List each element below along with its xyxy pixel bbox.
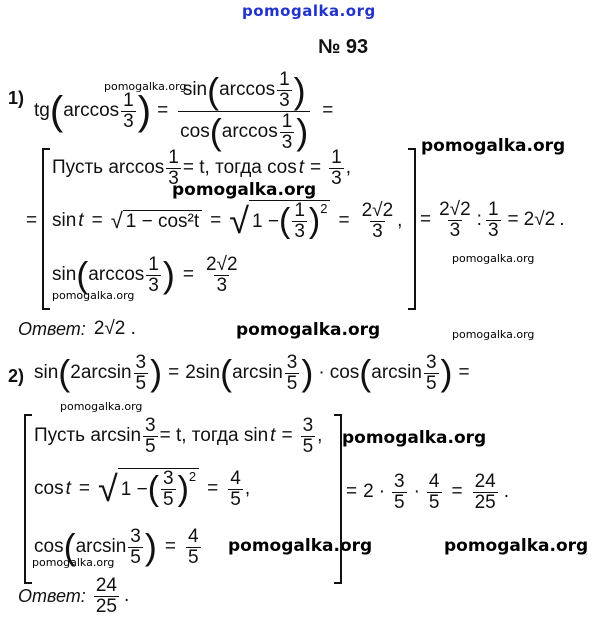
watermark: pomogalka.org [342,428,487,448]
system-bracket-right [408,148,416,310]
watermark-top: pomogalka.org [242,2,376,20]
part2-line1: sin ( 2arcsin $\frac{3}{5}$ ) = 2sin ( arcsin $\frac{3}{5}$ ) · cos ( arcsin $\frac{3}{5}$ ) = [34,351,470,394]
part1-sin-arccos-row: sin ( arccos $\frac{1}{3}$ ) = $\frac{2√2}{3}$ [52,253,238,296]
watermark-small: pomogalka.org [32,556,115,569]
part1-line1: tg ( arccos $\frac{1}{3}$ ) = sin ( arccos $\frac{1}{3}$ ) cos ( arccos $\frac{1}{3}$ ) = [34,69,334,153]
part1-result: = $\frac{2√2}{3}$ : $\frac{1}{3}$ = 2√2 . [420,199,565,241]
watermark: pomogalka.org [444,536,589,556]
watermark-small: pomogalka.org [104,80,187,93]
part2-result: = 2 · $\frac{3}{5}$ · $\frac{4}{5}$ = $\frac{24}{25}$ . [346,471,510,513]
system-bracket-right [334,414,342,584]
problem-number: № 93 [318,36,369,58]
system-bracket-left [42,148,50,310]
part2-label: 2) [8,366,25,386]
watermark: pomogalka.org [421,136,566,156]
watermark: pomogalka.org [236,320,381,340]
watermark: pomogalka.org [172,180,317,200]
tg-func: tg [34,100,50,122]
part1-label: 1) [8,88,25,108]
part2-let-row: Пусть arcsin $\frac{3}{5}$ = t, тогда sin t = $\frac{3}{5}$ , [34,415,323,457]
watermark-small: pomogalka.org [60,400,143,413]
sin-over-cos-fraction: sin ( arccos $\frac{1}{3}$ ) cos ( arccos $\frac{1}{3}$ ) [180,69,309,153]
equals-before-system: = [26,210,38,231]
fraction-one-third: $\frac{1}{3}$ [123,89,134,132]
part2-cos-arcsin-row: cos ( arcsin $\frac{3}{5}$ ) = $\frac{4}{5}$ [34,525,199,568]
part1-sin-row: sin t = √ 1 − cos²t = √ 1 − ( $\frac{1}{3}$ ) $^2$ = $\frac{2√2}{3}$ , [52,199,403,242]
part2-answer: Ответ: $\frac{24}{25}$ . [18,575,130,617]
arccos-func: arccos [63,100,120,122]
watermark: pomogalka.org [228,536,373,556]
part1-answer: Ответ: 2√2 . [18,318,136,339]
system-bracket-left [24,414,32,584]
watermark-small: pomogalka.org [452,252,535,265]
part1-let-row: Пусть arccos $\frac{1}{3}$ = t, тогда cos t = $\frac{1}{3}$ , [52,147,351,189]
watermark-small: pomogalka.org [452,328,535,341]
part2-cos-row: cos t = √ 1 − ( $\frac{3}{5}$ ) $^2$ = $\frac{4}{5}$ , [34,467,251,510]
watermark-small: pomogalka.org [52,289,135,302]
